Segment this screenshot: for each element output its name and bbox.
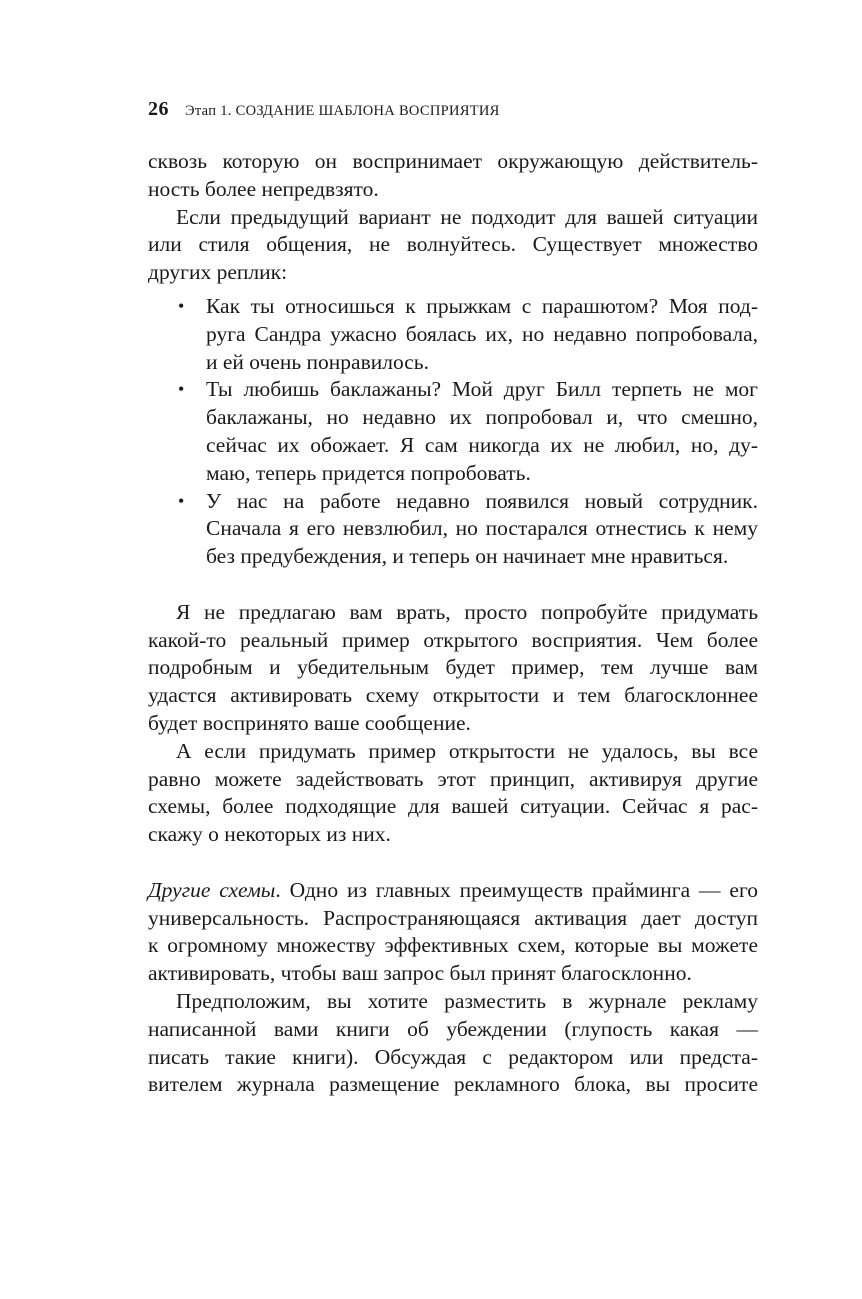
body-text — [148, 148, 758, 1099]
running-head: Этап 1. СОЗДАНИЕ ШАБЛОНА ВОСПРИЯТИЯ — [185, 103, 500, 119]
text-line: У нас на работе недавно появился новый сотрудник. — [206, 488, 758, 513]
text-line: какой-то реальный пример открытого восприятия. Чем более — [148, 627, 758, 652]
paragraph-continuation — [148, 148, 758, 204]
text-line: А если придумать пример открытости не удалось, вы все — [176, 738, 758, 763]
list-item — [148, 293, 758, 376]
text-line: других реплик: — [148, 260, 288, 285]
bullet-list — [148, 293, 758, 571]
paragraph — [148, 877, 758, 988]
text-line: Сначала я его невзлюбил, но постарался отнестись к нему — [206, 516, 758, 541]
text-line: к огромному множеству эффективных схем, которые вы можете — [148, 933, 758, 958]
text-line: ность более непредвзято. — [148, 176, 379, 201]
page-header — [148, 98, 758, 121]
text-line: без предубеждения, и теперь он начинает мне нравиться. — [206, 544, 729, 569]
bullet-icon: • — [178, 490, 185, 511]
list-item — [148, 376, 758, 487]
text-line: и ей очень понравилось. — [206, 349, 429, 374]
text-line: подробным и убедительным будет пример, тем лучше вам — [148, 655, 758, 680]
text-line: маю, теперь придется попробовать. — [206, 460, 531, 485]
text-line: будет воспринято ваше сообщение. — [148, 710, 471, 735]
text-line: или стиля общения, не волнуйтесь. Существует множество — [148, 232, 758, 257]
paragraph — [148, 988, 758, 1099]
bullet-icon: • — [178, 295, 185, 316]
book-page — [148, 0, 758, 1299]
text-line: писать такие книги). Обсуждая с редактором или предста- — [148, 1044, 758, 1069]
text-line: активировать, чтобы ваш запрос был принят благосклонно. — [148, 961, 692, 986]
text-line — [148, 877, 758, 905]
text-line: Предположим, вы хотите разместить в журнале рекламу — [176, 988, 758, 1013]
text-line: универсальность. Распространяющаяся активация дает доступ — [148, 905, 758, 930]
bullet-icon: • — [178, 379, 185, 400]
text-line: написанной вами книги об убеждении (глупость какая — — [148, 1016, 758, 1041]
text-line: баклажаны, но недавно их попробовал и, что смешно, — [206, 405, 758, 430]
paragraph — [148, 738, 758, 849]
text-line: вителем журнала размещение рекламного блока, вы просите — [148, 1072, 758, 1097]
text-line: сейчас их обожает. Я сам никогда их не любил, но, ду- — [206, 432, 758, 457]
text-line: удастся активировать схему открытости и тем благосклоннее — [148, 683, 758, 708]
text-line: схемы, более подходящие для вашей ситуации. Сейчас я рас- — [148, 794, 758, 819]
text-line: Я не предлагаю вам врать, просто попробуйте придумать — [176, 599, 758, 624]
paragraph — [148, 599, 758, 738]
text-fragment: . Одно из главных преимуществ прайминга — его — [275, 877, 758, 902]
text-line: Если предыдущий вариант не подходит для вашей ситуации — [176, 204, 758, 229]
text-line: руга Сандра ужасно боялась их, но недавно попробовала, — [206, 321, 758, 346]
page-number: 26 — [148, 98, 169, 120]
text-line: Ты любишь баклажаны? Мой друг Билл терпеть не мог — [206, 377, 758, 402]
paragraph — [148, 204, 758, 287]
text-line: скажу о некоторых из них. — [148, 822, 391, 847]
text-line: сквозь которую он воспринимает окружающую действитель- — [148, 149, 758, 173]
section-lead-in: Другие схемы — [148, 877, 276, 902]
text-line: Как ты относишься к прыжкам с парашютом? Моя под- — [206, 293, 758, 318]
list-item — [148, 488, 758, 571]
text-line: равно можете задействовать этот принцип, активируя другие — [148, 766, 758, 791]
